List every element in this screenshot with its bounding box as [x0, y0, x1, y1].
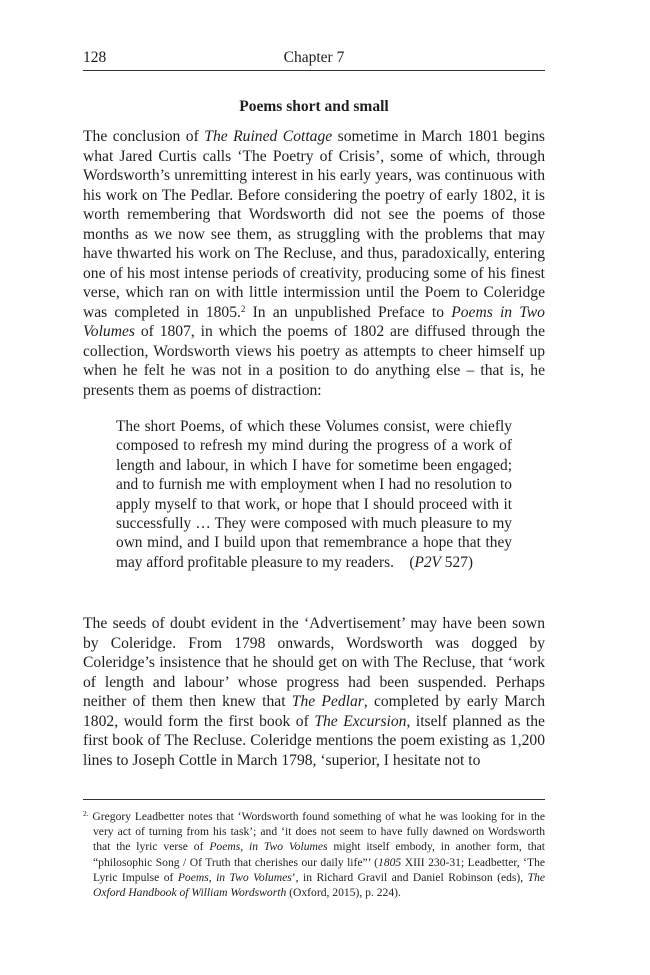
running-head: [83, 49, 545, 69]
italic-title: The Ruined Cottage: [204, 128, 333, 145]
text-run: might itself embody, in another form, that “philosophic Song / Of Truth that cherishes our daily life”’ (: [93, 840, 546, 869]
footnote-reference[interactable]: 2: [240, 303, 246, 314]
text-run: of 1807, in which the poems of 1802 are diffused through the collection, Wordsworth views his poetry as attempts to cheer himself up when he felt he was not in a position to do anything else – that is, he presents them as poems of distraction:: [83, 323, 545, 399]
italic-title: 1805: [378, 855, 402, 869]
text-run: (Oxford, 2015), p. 224).: [286, 886, 401, 900]
body-paragraph-1: [83, 127, 545, 400]
body-paragraph-2: [83, 614, 545, 770]
page-number: 128: [83, 49, 107, 66]
text-run: ’, in Richard Gravil and Daniel Robinson (eds),: [291, 870, 528, 884]
text-run: , completed by early March 1802, would form the first book of: [83, 693, 545, 730]
italic-title: The Pedlar: [291, 693, 364, 710]
italic-title: The Oxford Handbook of William Wordsworth: [93, 870, 546, 900]
text-run: , itself planned as the first book of The Recluse. Coleridge mentions the poem existing as 1,200 lines to Joseph Cottle in March 1798, ‘superior, I hesitate not to: [83, 712, 545, 769]
footnote-rule: [83, 799, 545, 800]
italic-title: Poems in Two Volumes: [83, 303, 545, 340]
citation-close: 527): [440, 553, 474, 571]
section-title: Poems short and small: [239, 98, 389, 115]
text-run: In an unpublished Preface to: [245, 303, 452, 321]
italic-title: The Excursion: [314, 712, 407, 730]
chapter-title: Chapter 7: [283, 49, 345, 66]
citation: [409, 554, 473, 571]
footnote-2: [83, 806, 545, 900]
text-run: The conclusion of: [83, 128, 205, 145]
quotation-text: The short Poems, of which these Volumes consist, were chiefly composed to refresh my mind during the progress of a work of length and labour, in which I have for sometime been engaged; and to furnish me with employment when I had no resolution to apply myself to that work, or hope that I should proceed with it successfully … They were composed with much pleasure to my own mind, and I build upon that remembrance a hope that they may afford profitable pleasure to my readers.: [116, 418, 512, 571]
block-quotation: [116, 417, 512, 572]
text-run: The seeds of doubt evident in the ‘Advertisement’ may have been sown by Coleridge. From 1798 onwards, Wordsworth was dogged by Coleridge’s insistence that he should get on with The Recluse, that ‘work of length and labour’ whose progress had been suspended. Perhaps neither of them then knew that: [83, 615, 545, 710]
text-run: Gregory Leadbetter notes that ‘Wordsworth found something of what he was looking for in the very act of turning from his task’; and ‘it does not seem to have fully dawned on Wordsworth that the lyric verse of: [88, 810, 545, 854]
italic-title: Poems, in Two Volumes: [209, 840, 328, 854]
text-run: sometime in March 1801 begins what Jared Curtis calls ‘The Poetry of Crisis’, some of which, through Wordsworth’s unremitting interest in his early years, was continuous with his work on The Pedlar. Before considering the poetry of early 1802, it is worth remembering that Wordsworth did not see the poems of those months as we now see them, as struggling with the problems that may have thwarted his work on The Recluse, and thus, paradoxically, entering one of his most intense periods of creativity, producing some of his finest verse, which ran on with little intermission until the Poem to Coleridge was completed in 1805.: [83, 128, 545, 321]
header-rule: [83, 70, 545, 71]
italic-title: Poems, in Two Volumes: [177, 870, 292, 884]
citation-open: (: [409, 553, 415, 571]
text-run: XIII 230-31; Leadbetter, ‘The Lyric Impulse of: [93, 855, 546, 884]
footnote-marker: 2.: [83, 809, 89, 818]
citation-abbrev: P2V: [414, 553, 441, 571]
